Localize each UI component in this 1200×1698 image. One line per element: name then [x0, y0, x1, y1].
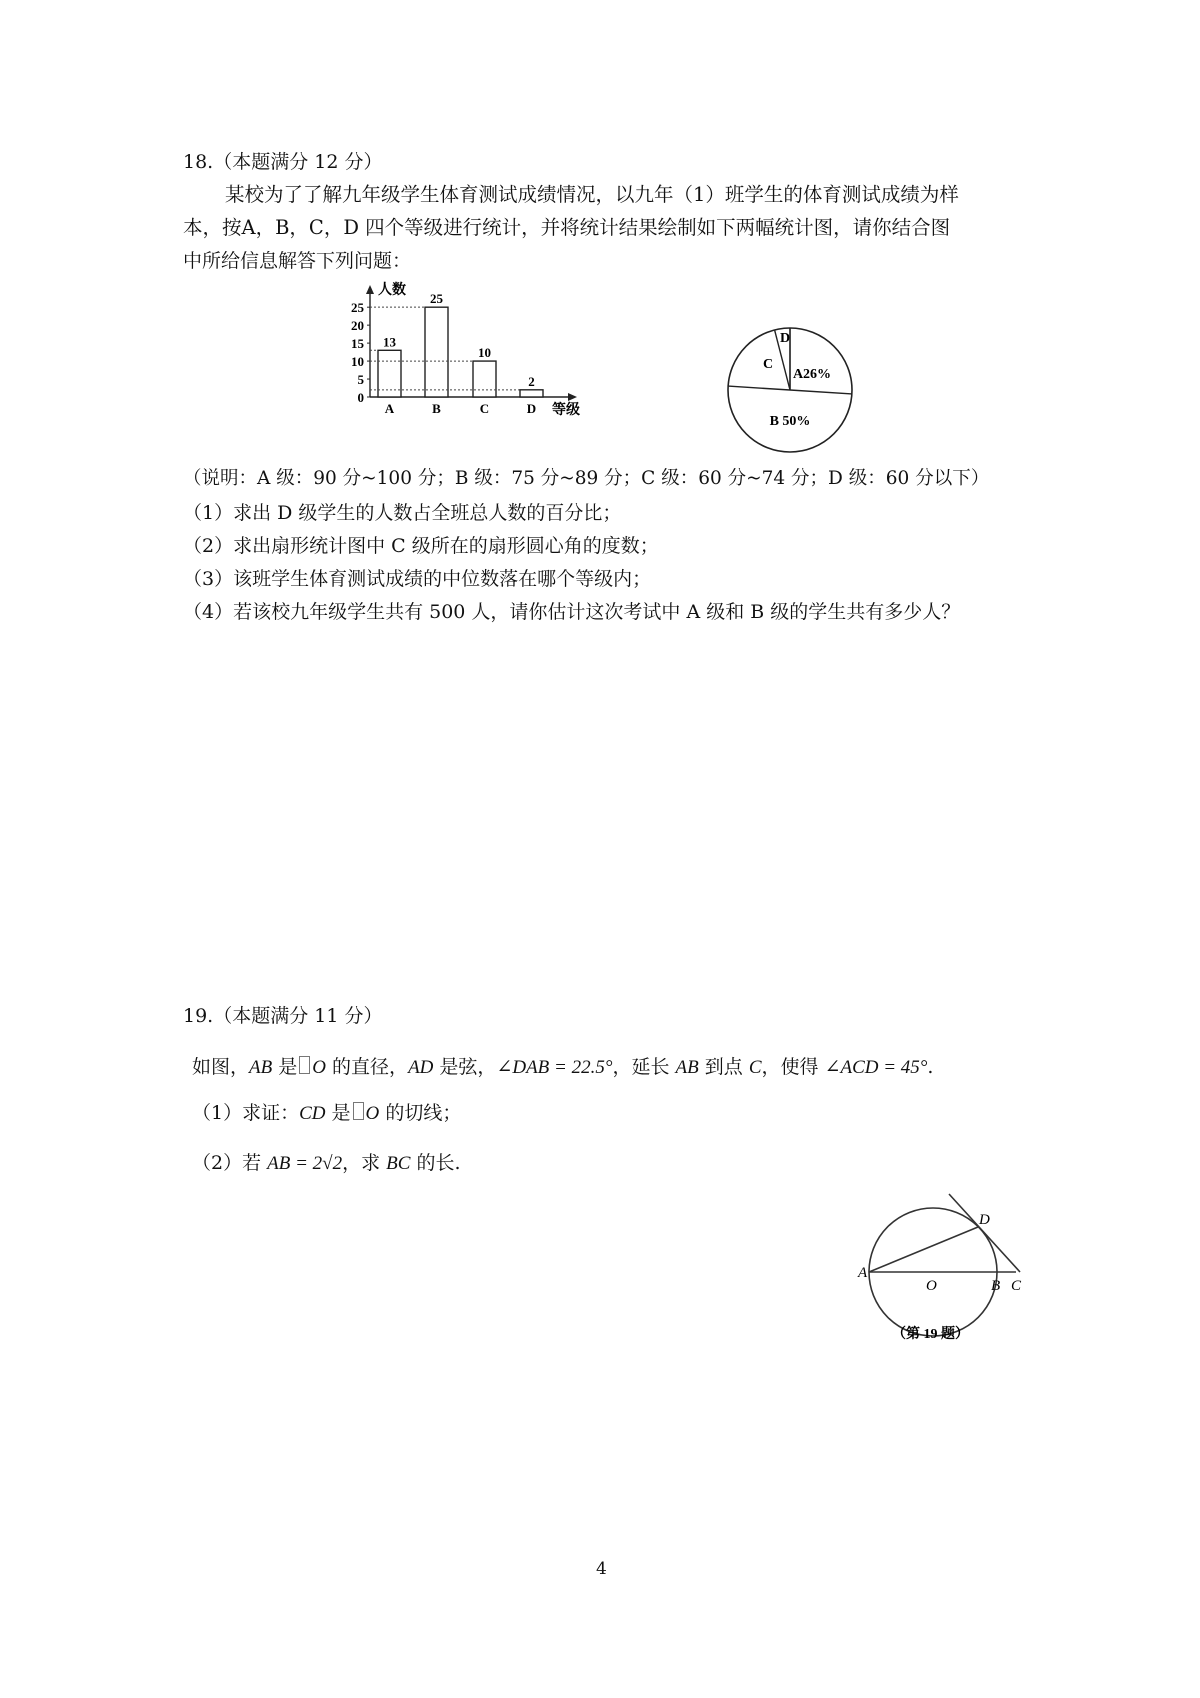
pie-label-b: B 50% [769, 414, 811, 429]
bar-value-label: 10 [478, 345, 491, 361]
q19-sub2-end: 的长. [410, 1152, 461, 1174]
q19-sub2-mid: ，求 [342, 1152, 387, 1174]
y-tick-label: 25 [351, 300, 364, 316]
q18-header: 18.（本题满分 12 分） [183, 151, 383, 173]
y-axis-label: 人数 [378, 283, 406, 298]
q19-sub2-expr: AB = 2√2 [267, 1153, 343, 1174]
q19-sub2 [192, 1151, 461, 1176]
q19-sub1-o: O [365, 1103, 380, 1124]
pie-chart [715, 315, 865, 465]
q19-sub1 [192, 1101, 461, 1126]
page-number: 4 [596, 1559, 607, 1579]
q18-stem-line1: 某校为了了解九年级学生体育测试成绩情况，以九年（1）班学生的体育测试成绩为样 [225, 183, 959, 206]
bar-value-label: 2 [528, 373, 535, 389]
bar-value-label: 25 [430, 291, 443, 307]
y-tick-label: 15 [351, 336, 364, 352]
bar-a [378, 350, 401, 397]
label-c: C [1011, 1278, 1022, 1294]
pie-label-a: A26% [792, 367, 832, 382]
y-tick-label: 5 [357, 372, 364, 388]
x-axis-arrow [568, 393, 577, 401]
y-axis-arrow [366, 285, 374, 294]
q18-stem-line2: 本，按A，B，C，D 四个等级进行统计，并将统计结果绘制如下两幅统计图，请你结合图 [183, 216, 951, 239]
q18-sub4: （4）若该校九年级学生共有 500 人，请你估计这次考试中 A 级和 B 级的学生共有多少人？ [183, 601, 961, 623]
pie-label-c: C [762, 357, 774, 372]
q19-stem-to: 到点 [698, 1056, 749, 1078]
bar-b [425, 307, 448, 397]
q19-sub2-bc: BC [386, 1153, 411, 1174]
tangent-line [949, 1194, 1020, 1272]
q19-stem-chord: 是弦， [433, 1056, 497, 1078]
label-a: A [858, 1265, 868, 1281]
q19-stem-is: 是 [272, 1056, 298, 1078]
x-tick-label: C [479, 401, 490, 416]
figure-caption: （第 19 题） [892, 1327, 969, 1342]
q19-stem-o: O [312, 1057, 327, 1078]
q18-sub2: （2）求出扇形统计图中 C 级所在的扇形圆心角的度数； [183, 535, 659, 557]
q18-sub3: （3）该班学生体育测试成绩的中位数落在哪个等级内； [183, 568, 652, 590]
q19-header: 19.（本题满分 11 分） [183, 1005, 383, 1027]
q19-stem-end: . [927, 1056, 934, 1078]
bar-value-label: 13 [383, 334, 396, 350]
x-tick-label: A [384, 401, 395, 416]
q19-sub1-cd: CD [299, 1103, 326, 1124]
y-tick-label: 20 [351, 318, 364, 334]
label-d: D [979, 1212, 990, 1228]
y-tick-label: 0 [357, 390, 364, 405]
q19-sub2-prefix: （2）若 [192, 1152, 268, 1174]
label-o: O [926, 1278, 937, 1294]
q19-stem-ab2: AB [675, 1057, 699, 1078]
q18-sub1: （1）求出 D 级学生的人数占全班总人数的百分比； [183, 502, 622, 524]
q19-stem-ab: AB [249, 1057, 273, 1078]
q19-stem-diam: 的直径， [326, 1056, 409, 1078]
bar-c [473, 361, 496, 397]
circle-symbol-placeholder [353, 1102, 364, 1120]
bar-d [520, 390, 543, 397]
q19-stem-extend: ，延长 [612, 1056, 676, 1078]
q19-stem [192, 1055, 933, 1080]
q19-sub1-is: 是 [325, 1102, 351, 1124]
q19-sub1-end: 的切线； [379, 1102, 462, 1124]
q18-stem-line3: 中所给信息解答下列问题： [183, 250, 412, 272]
x-tick-label: B [432, 401, 441, 416]
x-tick-label: D [526, 401, 537, 416]
circle-symbol-placeholder [299, 1056, 310, 1074]
bar-chart [340, 282, 640, 452]
q19-stem-prefix: 如图， [192, 1056, 250, 1078]
label-b: B [991, 1278, 1001, 1294]
q19-figure [860, 1190, 1040, 1345]
q19-stem-ad: AD [408, 1057, 434, 1078]
q19-stem-angle1: ∠DAB = 22.5° [496, 1057, 613, 1078]
q19-stem-c: C [748, 1057, 762, 1078]
y-tick-label: 10 [351, 354, 364, 370]
pie-label-d: D [779, 331, 791, 346]
x-axis-label: 等级 [552, 403, 580, 418]
q19-sub1-prefix: （1）求证： [192, 1102, 300, 1124]
q19-stem-angle2: ∠ACD = 45° [824, 1057, 928, 1078]
q18-note: （说明：A 级：90 分~100 分；B 级：75 分~89 分；C 级：60 分~74 分；D 级：60 分以下） [183, 468, 990, 489]
segment-ad [869, 1227, 978, 1272]
q19-stem-make: ，使得 [761, 1056, 825, 1078]
